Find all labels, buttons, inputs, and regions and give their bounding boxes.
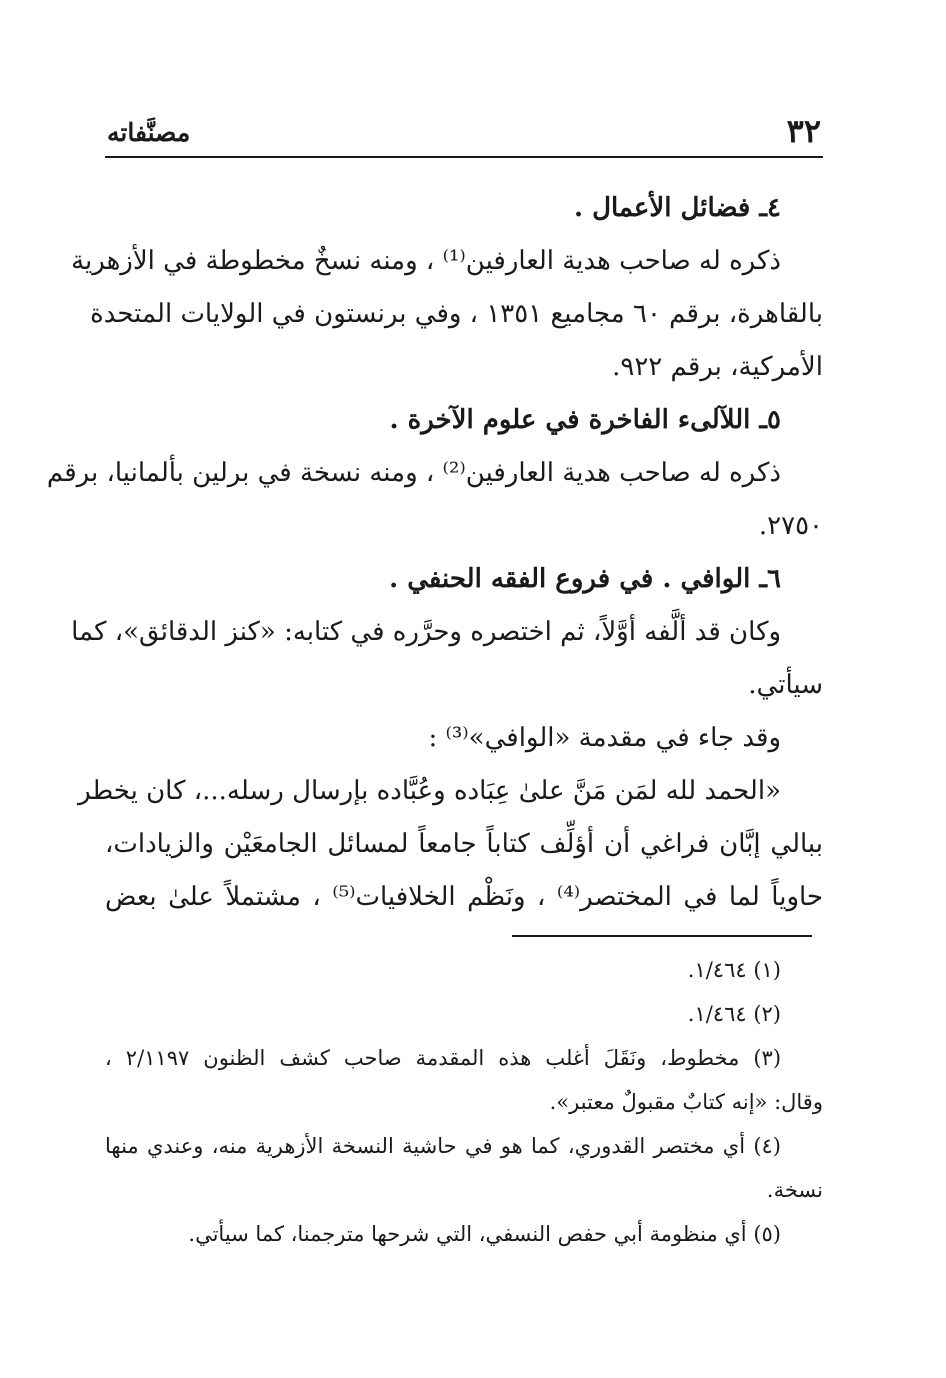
body-line: ذكره له صاحب هدية العارفين⁽¹⁾ ، ومنه نسخٌ مخطوطة في الأزهرية (71, 246, 781, 276)
body-line: الأمركية، برقم ٩٢٢. (612, 352, 823, 382)
section-heading-4: ٤ـ فضائل الأعمال . (573, 193, 781, 223)
footnote-3-continued: وقال: «إنه كتابٌ مقبولٌ معتبر». (549, 1090, 823, 1114)
footnote-2: (٢) ١/٤٦٤. (687, 1002, 781, 1026)
quote-line: حاوياً لما في المختصر⁽⁴⁾ ، ونَظْم الخلافيات⁽⁵⁾ ، مشتملاً علىٰ بعض (105, 882, 823, 912)
body-line: ذكره له صاحب هدية العارفين⁽²⁾ ، ومنه نسخة في برلين بألمانيا، برقم (46, 458, 781, 488)
body-line: وكان قد ألَّفه أوَّلاً، ثم اختصره وحرَّره في كتابه: «كنز الدقائق»، كما (71, 617, 781, 647)
quote-line: «الحمد لله لمَن مَنَّ علىٰ عِبَاده وعُبَّاده بإرسال رسله...، كان يخطر (78, 776, 781, 806)
chapter-title: مصنَّفاته (107, 118, 191, 147)
running-header (105, 108, 823, 158)
footnote-divider (512, 935, 812, 937)
footnote-4-continued: نسخة. (766, 1178, 823, 1202)
page-number: ٣٢ (786, 112, 821, 150)
footnotes (105, 948, 823, 1256)
body-line: بالقاهرة، برقم ٦٠ مجاميع ١٣٥١ ، وفي برنستون في الولايات المتحدة (90, 299, 823, 329)
body-line: وقد جاء في مقدمة «الوافي»⁽³⁾ : (428, 723, 781, 753)
footnote-4: (٤) أي مختصر القدوري، كما هو في حاشية النسخة الأزهرية منه، وعندي منها (105, 1134, 781, 1158)
section-heading-5: ٥ـ اللآلىء الفاخرة في علوم الآخرة . (389, 405, 781, 435)
body-line: سيأتي. (748, 670, 823, 700)
footnote-1: (١) ١/٤٦٤. (687, 958, 781, 982)
section-heading-6: ٦ـ الوافي . في فروع الفقه الحنفي . (389, 564, 781, 594)
body-line: ٢٧٥٠. (758, 511, 823, 541)
main-text (46, 182, 823, 924)
quote-line: ببالي إبَّان فراغي أن أؤلِّف كتاباً جامعاً لمسائل الجامعَيْن والزيادات، (105, 829, 823, 859)
footnote-5: (٥) أي منظومة أبي حفص النسفي، التي شرحها مترجمنا، كما سيأتي. (188, 1222, 781, 1246)
footnote-3: (٣) مخطوط، ونَقَلَ أغلب هذه المقدمة صاحب كشف الظنون ٢/١١٩٧ ، (105, 1046, 782, 1070)
